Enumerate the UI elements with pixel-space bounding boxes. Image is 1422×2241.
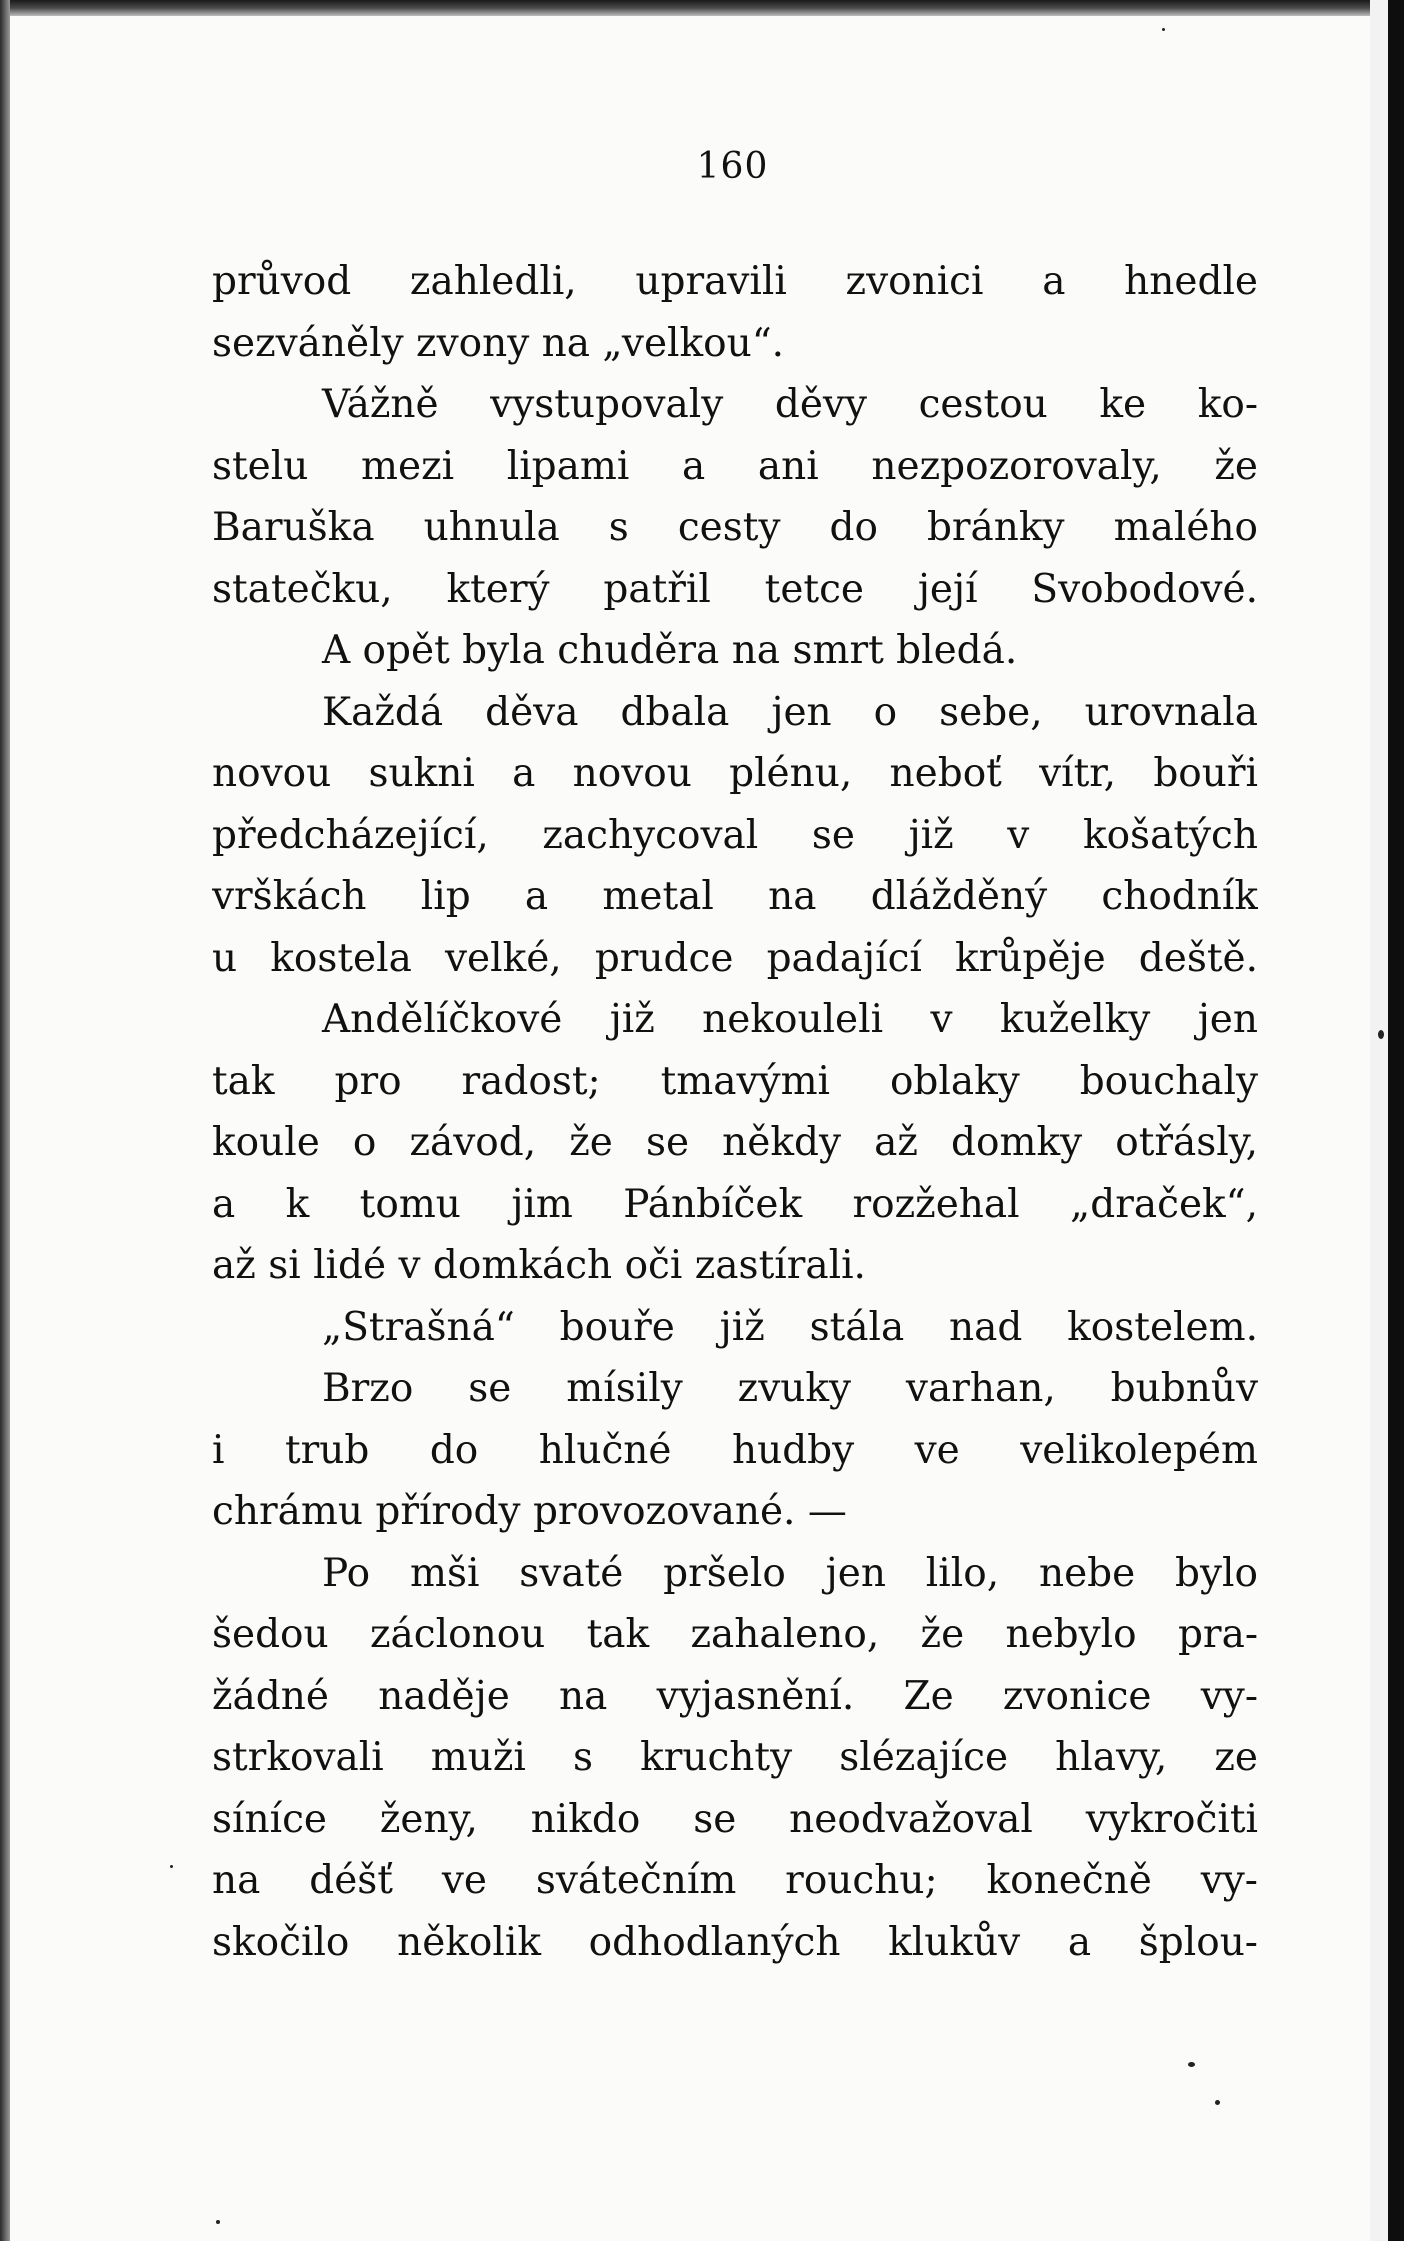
text-line: na déšť ve svátečním rouchu; konečně vy-	[212, 1858, 1258, 1903]
text-line: a k tomu jim Pánbíček rozžehal „draček“,	[212, 1181, 1258, 1227]
text-line: i trub do hlučné hudby ve velikolepém	[212, 1427, 1258, 1473]
scan-top-edge	[0, 0, 1422, 16]
page-number: 160	[696, 146, 769, 187]
text-line: průvod zahledli, upravili zvonici a hnedle	[212, 259, 1258, 304]
text-line: skočilo několik odhodlaných klukův a šplou-	[212, 1919, 1258, 1965]
scan-left-edge	[0, 0, 10, 2241]
text-line: novou sukni a novou plénu, neboť vítr, bouři	[212, 751, 1258, 796]
scan-speck	[1378, 1030, 1384, 1039]
text-line: šedou záclonou tak zahaleno, že nebylo pra-	[212, 1612, 1258, 1657]
text-line: vrškách lip a metal na dlážděný chodník	[212, 874, 1258, 919]
scan-speck	[1162, 28, 1165, 31]
text-line: Vážně vystupovaly děvy cestou ke ko-	[322, 382, 1258, 427]
text-line: statečku, který patřil tetce její Svobodové.	[212, 566, 1258, 612]
text-line: Baruška uhnula s cesty do bránky malého	[212, 505, 1258, 550]
text-line: síníce ženy, nikdo se neodvažoval vykročiti	[212, 1796, 1258, 1842]
text-line: Brzo se mísily zvuky varhan, bubnův	[322, 1366, 1258, 1411]
scan-speck	[1215, 2100, 1220, 2105]
text-line: tak pro radost; tmavými oblaky bouchaly	[212, 1058, 1258, 1104]
text-line: stelu mezi lipami a ani nezpozorovaly, že	[212, 443, 1258, 489]
text-line: Andělíčkové již nekouleli v kuželky jen	[322, 997, 1258, 1042]
body-text	[212, 251, 1258, 1973]
text-line: předcházející, zachycoval se již v košatých	[212, 812, 1258, 858]
scan-right-edge	[1370, 0, 1422, 2241]
scan-speck	[170, 1865, 173, 1868]
scan-speck	[1188, 2062, 1195, 2067]
text-line: chrámu přírody provozované. —	[212, 1489, 847, 1534]
text-line: žádné naděje na vyjasnění. Ze zvonice vy-	[212, 1673, 1258, 1719]
text-line: „Strašná“ bouře již stála nad kostelem.	[322, 1304, 1258, 1350]
text-line: koule o závod, že se někdy až domky otřásly,	[212, 1120, 1258, 1165]
text-line: až si lidé v domkách oči zastírali.	[212, 1243, 866, 1288]
text-line: Každá děva dbala jen o sebe, urovnala	[322, 689, 1258, 735]
text-line: A opět byla chuděra na smrt bledá.	[322, 628, 1018, 673]
text-line: Po mši svaté pršelo jen lilo, nebe bylo	[322, 1550, 1258, 1596]
scan-speck	[216, 2220, 220, 2224]
text-line: u kostela velké, prudce padající krůpěje deště.	[212, 935, 1258, 981]
text-line: sezváněly zvony na „velkou“.	[212, 320, 785, 366]
text-line: strkovali muži s kruchty slézajíce hlavy, ze	[212, 1735, 1258, 1780]
